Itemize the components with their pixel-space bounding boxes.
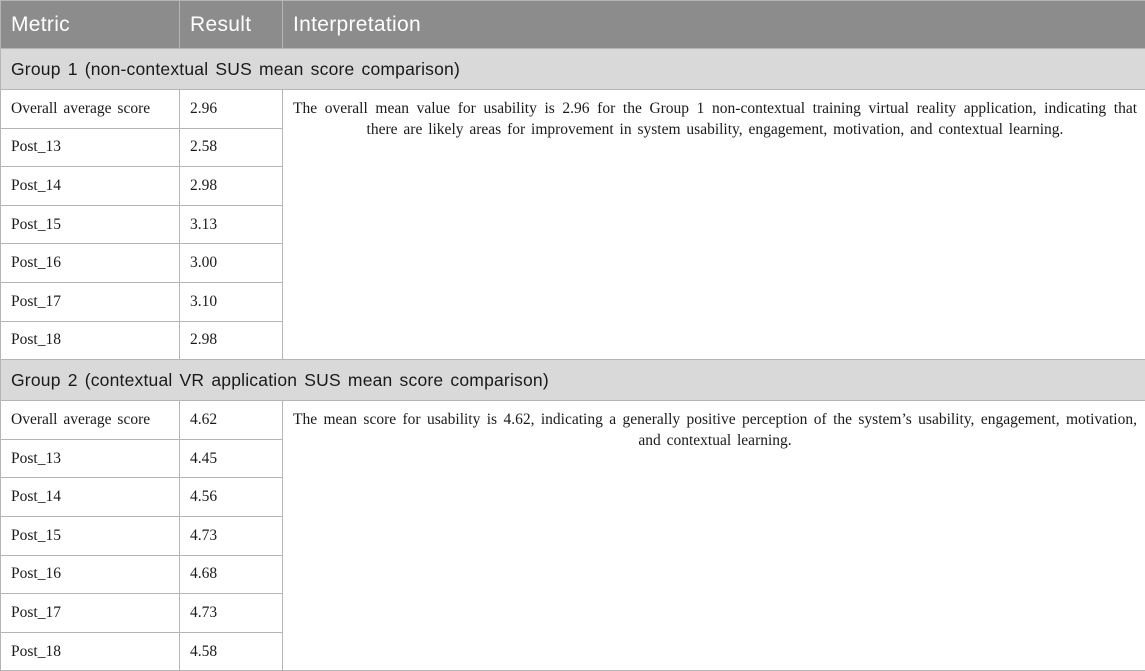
result-cell: 2.96 [180, 90, 283, 129]
result-cell: 4.68 [180, 555, 283, 594]
result-cell: 4.56 [180, 478, 283, 517]
interpretation-cell: The mean score for usability is 4.62, indicating a generally positive perception of the system’s usability, engagement, motivation, and contextual learning. [283, 401, 1145, 671]
result-cell: 4.62 [180, 401, 283, 440]
metric-cell: Overall average score [1, 401, 180, 440]
result-cell: 4.73 [180, 516, 283, 555]
group-title: Group 2 (contextual VR application SUS mean score comparison) [1, 360, 1145, 401]
result-cell: 2.98 [180, 167, 283, 206]
result-cell: 4.58 [180, 632, 283, 671]
metric-cell: Overall average score [1, 90, 180, 129]
result-cell: 2.58 [180, 128, 283, 167]
metric-cell: Post_17 [1, 594, 180, 633]
metric-cell: Post_16 [1, 555, 180, 594]
group-title: Group 1 (non-contextual SUS mean score comparison) [1, 49, 1145, 90]
table-row [1, 90, 1145, 129]
metric-cell: Post_16 [1, 244, 180, 283]
group-1-header-row [1, 49, 1145, 90]
metric-cell: Post_17 [1, 282, 180, 321]
result-cell: 2.98 [180, 321, 283, 360]
group-2-header-row [1, 360, 1145, 401]
header-row [1, 1, 1145, 49]
result-cell: 3.13 [180, 205, 283, 244]
interpretation-column-header: Interpretation [283, 1, 1145, 49]
metric-cell: Post_18 [1, 632, 180, 671]
metric-cell: Post_13 [1, 439, 180, 478]
metric-cell: Post_13 [1, 128, 180, 167]
metric-cell: Post_14 [1, 478, 180, 517]
result-cell: 3.10 [180, 282, 283, 321]
result-cell: 4.73 [180, 594, 283, 633]
table-body [1, 49, 1145, 671]
metric-cell: Post_15 [1, 516, 180, 555]
table-header [1, 1, 1145, 49]
interpretation-cell: The overall mean value for usability is 2.96 for the Group 1 non-contextual training virtual reality application, indicating that there are likely areas for improvement in system usability, engagement, motivation, and contextual learning. [283, 90, 1145, 360]
result-column-header: Result [180, 1, 283, 49]
table-row [1, 401, 1145, 440]
metric-column-header: Metric [1, 1, 180, 49]
metric-cell: Post_14 [1, 167, 180, 206]
result-cell: 4.45 [180, 439, 283, 478]
metric-cell: Post_15 [1, 205, 180, 244]
result-cell: 3.00 [180, 244, 283, 283]
metric-cell: Post_18 [1, 321, 180, 360]
